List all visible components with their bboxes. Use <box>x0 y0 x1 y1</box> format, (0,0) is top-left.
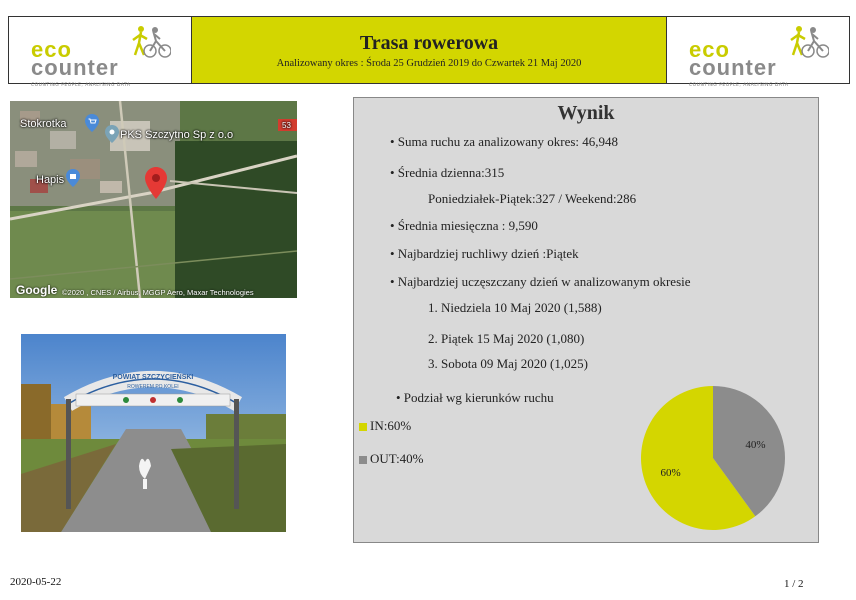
bike-path-image <box>21 334 286 532</box>
page-title: Trasa rowerowa <box>359 31 499 54</box>
eco-counter-logo-right <box>666 17 849 88</box>
total-traffic: • Suma ruchu za analizowany okres: 46,948 <box>390 134 619 149</box>
logo-wordmark <box>689 37 777 80</box>
logo-tagline: COUNTING PEOPLE, ANALYSING DATA <box>689 83 789 88</box>
map-label-pks: PKS Szczytno Sp z o.o <box>120 129 234 141</box>
weekday-weekend-average: Poniedziałek-Piątek:327 / Weekend:286 <box>428 191 637 206</box>
report-header <box>8 16 850 88</box>
results-title: Wynik <box>557 102 615 124</box>
pie-label-out: 40% <box>745 439 766 452</box>
bike-path-photo <box>21 334 286 532</box>
arch-title: POWIAT SZCZYCIEŃSKI <box>112 374 194 381</box>
direction-split-header: • Podział wg kierunków ruchu <box>396 390 554 405</box>
analysis-period: Analizowany okres : Środa 25 Grudzień 2019 do Czwartek 21 Maj 2020 <box>276 57 582 69</box>
page-number: 1 / 2 <box>784 578 804 590</box>
busiest-day: • Najbardziej ruchliwy dzień :Piątek <box>390 246 579 261</box>
legend-in <box>359 418 411 434</box>
logo-counter-text: counter <box>689 55 777 80</box>
report-date: 2020-05-22 <box>10 576 62 588</box>
shopping-bag-pin-icon <box>66 169 80 187</box>
title-bar <box>192 17 666 83</box>
legend-out-swatch <box>359 456 367 464</box>
logo-counter-text: counter <box>31 55 119 80</box>
pie-label-in: 60% <box>660 466 681 479</box>
logo-graphic <box>689 25 829 88</box>
map-label-hapis: Hapis <box>36 174 65 186</box>
map-label-route-number: 53 <box>282 121 291 130</box>
legend-out <box>359 451 424 467</box>
pie-slices <box>641 386 785 530</box>
red-location-marker-icon <box>145 167 167 199</box>
satellite-map[interactable] <box>10 101 297 298</box>
eco-counter-logo-left <box>9 17 192 88</box>
logo-wordmark <box>31 37 119 80</box>
logo-graphic <box>31 25 171 88</box>
map-copyright: ©2020 , CNES / Airbus, MGGP Aero, Maxar Technologies <box>62 288 254 297</box>
logo-tagline: COUNTING PEOPLE, ANALYSING DATA <box>31 83 131 88</box>
cyclist-pedestrian-icon <box>121 25 171 59</box>
map-attribution <box>10 284 297 298</box>
direction-pie-chart <box>638 383 788 533</box>
map-label-stokrotka: Stokrotka <box>20 118 67 130</box>
most-frequented-day-header: • Najbardziej uczęszczany dzień w analizowanym okresie <box>390 274 691 289</box>
google-logo: Google <box>16 283 58 297</box>
legend-in-swatch <box>359 423 367 431</box>
top-day-1: 1. Niedziela 10 Maj 2020 (1,588) <box>428 300 602 315</box>
top-day-3: 3. Sobota 09 Maj 2020 (1,025) <box>428 356 588 371</box>
daily-average: • Średnia dzienna:315 <box>390 165 505 180</box>
legend-out-label: OUT:40% <box>370 451 424 466</box>
monthly-average: • Średnia miesięczna : 9,590 <box>390 218 538 233</box>
cyclist-pedestrian-icon <box>779 25 829 59</box>
logo-eco-text: eco <box>31 37 72 62</box>
top-day-2: 2. Piątek 15 Maj 2020 (1,080) <box>428 331 585 346</box>
arch-subtitle: ROWEREM PO KOLEI <box>127 384 179 390</box>
legend-in-label: IN:60% <box>370 418 412 433</box>
shopping-cart-pin-icon <box>85 114 99 132</box>
logo-eco-text: eco <box>689 37 730 62</box>
location-pin-icon <box>105 125 119 143</box>
